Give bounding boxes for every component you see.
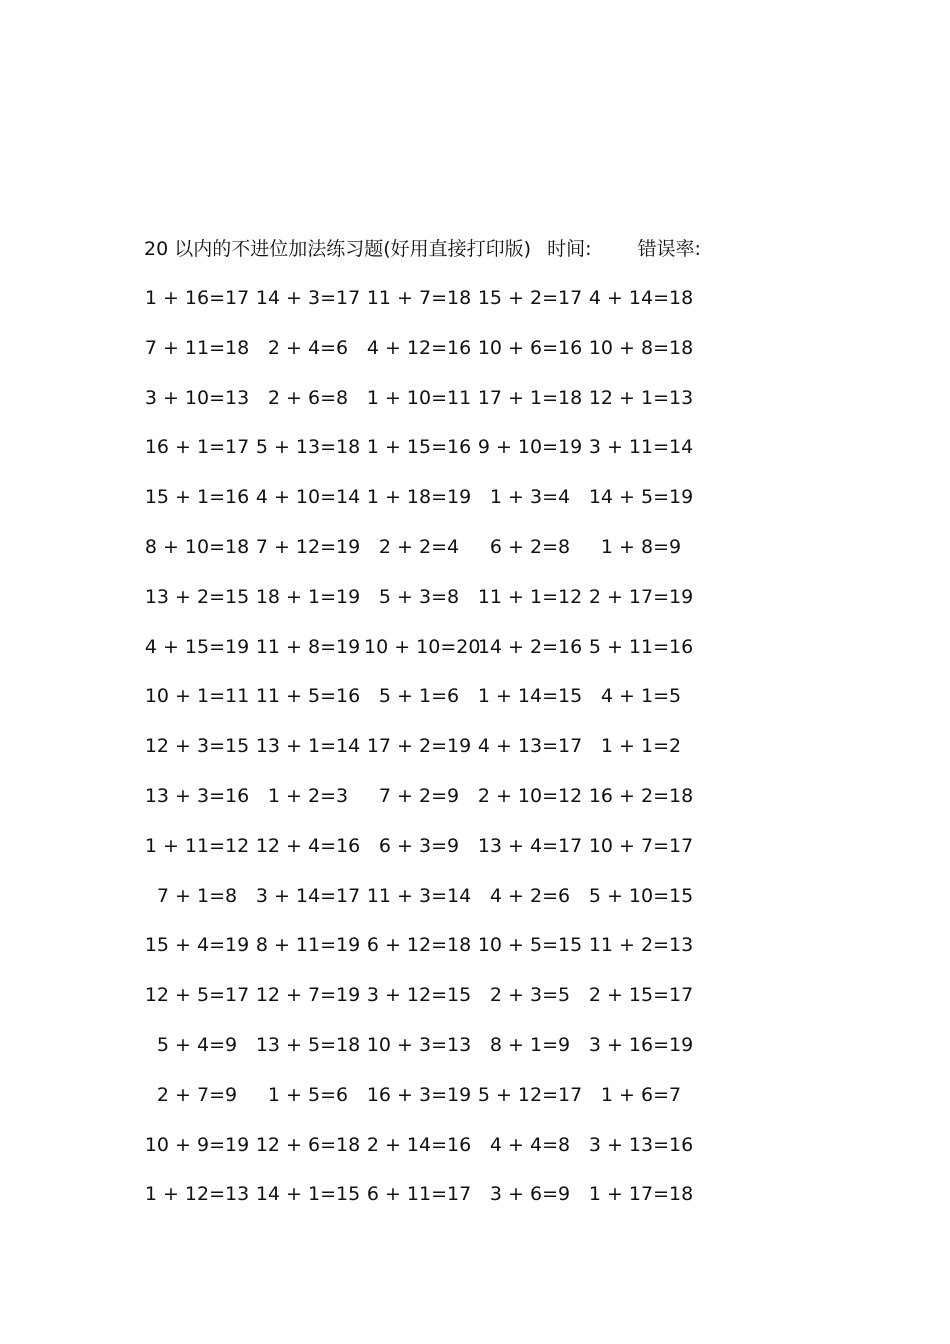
addition-problem: 13 + 1=14: [255, 735, 361, 758]
addition-problem: 3 + 12=15: [366, 984, 472, 1007]
addition-problem: 16 + 1=17: [144, 436, 250, 459]
addition-problem: 10 + 3=13: [366, 1033, 472, 1056]
addition-problem: 1 + 18=19: [366, 486, 472, 509]
addition-problem: 7 + 11=18: [144, 336, 250, 359]
addition-problem: 7 + 1=8: [156, 884, 238, 907]
error-rate-label: 错误率:: [637, 238, 701, 260]
problem-row: [140, 1181, 720, 1231]
problem-row: [140, 285, 720, 335]
addition-problem: 2 + 15=17: [588, 984, 694, 1007]
addition-problem: 2 + 10=12: [477, 784, 583, 807]
addition-problem: 3 + 10=13: [144, 386, 250, 409]
addition-problem: 5 + 13=18: [255, 436, 361, 459]
addition-problem: 8 + 10=18: [144, 535, 250, 558]
addition-problem: 1 + 11=12: [144, 834, 250, 857]
addition-problem: 16 + 3=19: [366, 1083, 472, 1106]
addition-problem: 5 + 12=17: [477, 1083, 583, 1106]
addition-problem: 4 + 4=8: [489, 1133, 571, 1156]
addition-problem: 4 + 10=14: [255, 486, 361, 509]
addition-problem: 6 + 11=17: [366, 1183, 472, 1206]
addition-problem: 17 + 2=19: [366, 735, 472, 758]
addition-problem: 4 + 1=5: [600, 685, 682, 708]
problem-row: [140, 1082, 720, 1132]
worksheet-header: [144, 236, 701, 262]
addition-problem: 6 + 2=8: [489, 535, 571, 558]
addition-problem: 14 + 3=17: [255, 287, 361, 309]
addition-problem: 14 + 5=19: [588, 486, 694, 509]
addition-problem: 3 + 13=16: [588, 1133, 694, 1156]
addition-problem: 2 + 4=6: [267, 336, 349, 359]
addition-problem: 10 + 10=20: [364, 635, 481, 658]
problem-row: [140, 584, 720, 634]
addition-problem: 1 + 6=7: [600, 1083, 682, 1106]
problem-row: [140, 534, 720, 584]
problem-row: [140, 634, 720, 684]
addition-problem: 1 + 14=15: [477, 685, 583, 708]
problem-row: [140, 1132, 720, 1182]
addition-problem: 3 + 14=17: [255, 884, 361, 907]
addition-problem: 11 + 1=12: [477, 585, 583, 608]
addition-problem: 13 + 4=17: [477, 834, 583, 857]
addition-problem: 17 + 1=18: [477, 386, 583, 409]
problem-row: [140, 982, 720, 1032]
addition-problem: 5 + 1=6: [378, 685, 460, 708]
worksheet-title: 20 以内的不进位加法练习题(好用直接打印版): [144, 238, 532, 260]
addition-problem: 9 + 10=19: [477, 436, 583, 459]
addition-problem: 14 + 2=16: [477, 635, 583, 658]
addition-problem: 4 + 12=16: [366, 336, 472, 359]
problem-row: [140, 335, 720, 385]
addition-problem: 5 + 4=9: [156, 1033, 238, 1056]
addition-problem: 12 + 6=18: [255, 1133, 361, 1156]
addition-problem: 11 + 3=14: [366, 884, 472, 907]
addition-problem: 6 + 3=9: [378, 834, 460, 857]
problem-row: [140, 385, 720, 435]
addition-problem: 13 + 2=15: [144, 585, 250, 608]
addition-problem: 1 + 8=9: [600, 535, 682, 558]
problem-row: [140, 733, 720, 783]
addition-problem: 10 + 9=19: [144, 1133, 250, 1156]
problem-row: [140, 1032, 720, 1082]
time-label: 时间:: [547, 238, 592, 260]
addition-problem: 12 + 4=16: [255, 834, 361, 857]
addition-problem: 3 + 16=19: [588, 1033, 694, 1056]
addition-problem: 12 + 3=15: [144, 735, 250, 758]
addition-problem: 14 + 1=15: [255, 1183, 361, 1206]
addition-problem: 12 + 1=13: [588, 386, 694, 409]
addition-problem: 10 + 1=11: [144, 685, 250, 708]
addition-problem: 2 + 6=8: [267, 386, 349, 409]
addition-problem: 8 + 11=19: [255, 934, 361, 957]
addition-problem: 12 + 5=17: [144, 984, 250, 1007]
addition-problem: 1 + 2=3: [267, 784, 349, 807]
addition-problem: 1 + 17=18: [588, 1183, 694, 1206]
addition-problem: 11 + 8=19: [255, 635, 361, 658]
addition-problem: 1 + 12=13: [144, 1183, 250, 1206]
problem-row: [140, 434, 720, 484]
addition-problem: 12 + 7=19: [255, 984, 361, 1007]
addition-problem: 2 + 3=5: [489, 984, 571, 1007]
addition-problem: 15 + 2=17: [477, 287, 583, 309]
problem-row: [140, 783, 720, 833]
addition-problem: 1 + 15=16: [366, 436, 472, 459]
problem-row: [140, 883, 720, 933]
addition-problem: 11 + 7=18: [366, 287, 472, 309]
addition-problem: 4 + 2=6: [489, 884, 571, 907]
addition-problem: 7 + 2=9: [378, 784, 460, 807]
addition-problem: 5 + 11=16: [588, 635, 694, 658]
addition-problem: 2 + 17=19: [588, 585, 694, 608]
addition-problem: 2 + 14=16: [366, 1133, 472, 1156]
addition-problem: 5 + 10=15: [588, 884, 694, 907]
addition-problem: 18 + 1=19: [255, 585, 361, 608]
addition-problem: 1 + 5=6: [267, 1083, 349, 1106]
addition-problem: 16 + 2=18: [588, 784, 694, 807]
addition-problem: 1 + 10=11: [366, 386, 472, 409]
addition-problem: 10 + 5=15: [477, 934, 583, 957]
addition-problem: 3 + 6=9: [489, 1183, 571, 1206]
addition-problem: 4 + 15=19: [144, 635, 250, 658]
problem-row: [140, 833, 720, 883]
addition-problem: 1 + 16=17: [144, 287, 250, 309]
addition-problem: 11 + 2=13: [588, 934, 694, 957]
addition-problem: 3 + 11=14: [588, 436, 694, 459]
addition-problem: 1 + 1=2: [600, 735, 682, 758]
addition-problem: 5 + 3=8: [378, 585, 460, 608]
problem-grid: [140, 285, 720, 1231]
addition-problem: 15 + 4=19: [144, 934, 250, 957]
addition-problem: 13 + 3=16: [144, 784, 250, 807]
addition-problem: 10 + 8=18: [588, 336, 694, 359]
addition-problem: 13 + 5=18: [255, 1033, 361, 1056]
addition-problem: 6 + 12=18: [366, 934, 472, 957]
problem-row: [140, 683, 720, 733]
addition-problem: 15 + 1=16: [144, 486, 250, 509]
addition-problem: 8 + 1=9: [489, 1033, 571, 1056]
addition-problem: 11 + 5=16: [255, 685, 361, 708]
addition-problem: 1 + 3=4: [489, 486, 571, 509]
problem-row: [140, 932, 720, 982]
addition-problem: 10 + 6=16: [477, 336, 583, 359]
addition-problem: 2 + 7=9: [156, 1083, 238, 1106]
addition-problem: 4 + 13=17: [477, 735, 583, 758]
addition-problem: 7 + 12=19: [255, 535, 361, 558]
addition-problem: 10 + 7=17: [588, 834, 694, 857]
problem-row: [140, 484, 720, 534]
addition-problem: 4 + 14=18: [588, 287, 694, 309]
addition-problem: 2 + 2=4: [378, 535, 460, 558]
